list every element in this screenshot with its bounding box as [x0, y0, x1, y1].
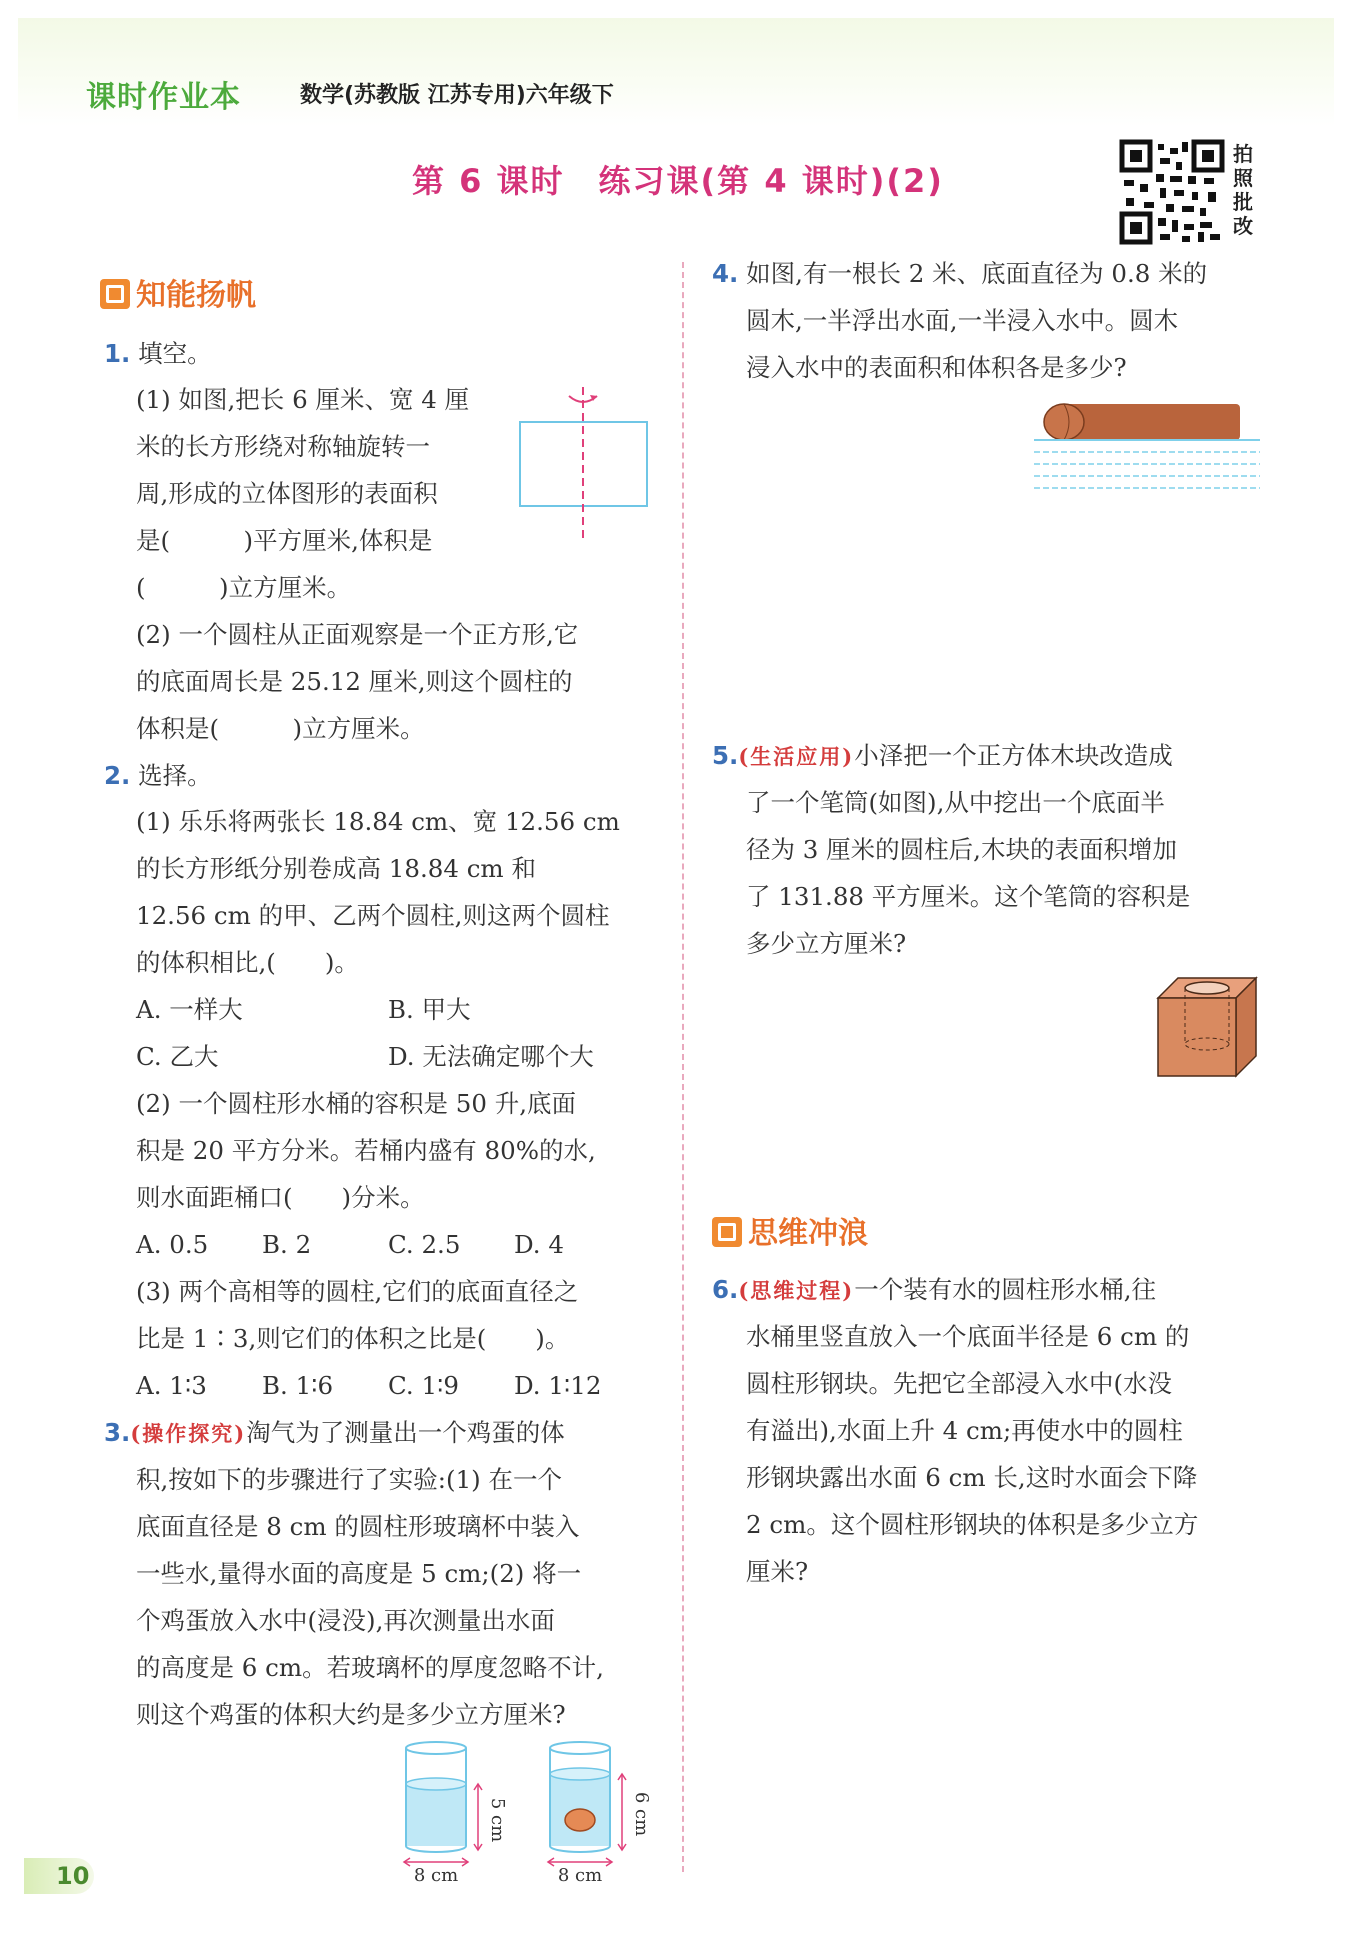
- text-line: 的底面周长是 25.12 厘米,则这个圆柱的: [136, 667, 573, 696]
- q1-part1: [136, 376, 516, 611]
- question-number: 4.: [712, 259, 739, 288]
- text-line: 是( )平方厘米,体积是: [136, 526, 433, 555]
- question-number: 2.: [104, 761, 131, 790]
- text-line: (2) 一个圆柱从正面观察是一个正方形,它: [136, 620, 579, 649]
- pen-holder-cube-figure: [1156, 976, 1260, 1080]
- qr-label-char: 改: [1233, 214, 1253, 238]
- q5-first-line: [712, 732, 1282, 780]
- q4-body: [746, 297, 1286, 391]
- text-line: 淘气为了测量出一个鸡蛋的体: [246, 1418, 565, 1447]
- text-line: 则这个鸡蛋的体积大约是多少立方厘米?: [136, 1700, 566, 1729]
- q3-body: [136, 1456, 676, 1738]
- qr-label-char: 批: [1233, 190, 1253, 214]
- q2-1-option-b[interactable]: B. 甲大: [388, 995, 471, 1024]
- q2-2-option-d[interactable]: D. 4: [514, 1230, 564, 1259]
- section-heading-1: [100, 270, 256, 314]
- text-line: 底面直径是 8 cm 的圆柱形玻璃杯中装入: [136, 1512, 580, 1541]
- glass-figure-2: [544, 1738, 654, 1886]
- q4-first-line: [712, 250, 1272, 297]
- q2-title: [104, 752, 212, 799]
- text-line: 如图,有一根长 2 米、底面直径为 0.8 米的: [746, 259, 1208, 288]
- q2-3-option-c[interactable]: C. 1∶9: [388, 1371, 459, 1400]
- q5-body: [746, 779, 1286, 967]
- q2-3-option-a[interactable]: A. 1∶3: [136, 1371, 207, 1400]
- q1-part2: [136, 611, 656, 752]
- qr-label-char: 拍: [1233, 142, 1253, 166]
- diameter-label-2: 8 cm: [557, 1865, 603, 1886]
- text-line: 有溢出),水面上升 4 cm;再使水中的圆柱: [746, 1416, 1183, 1445]
- text-line: 个鸡蛋放入水中(浸没),再次测量出水面: [136, 1606, 555, 1635]
- floating-log-figure: [1034, 400, 1264, 500]
- text-line: (3) 两个高相等的圆柱,它们的底面直径之: [136, 1277, 579, 1306]
- height-label-6cm: 6 cm: [631, 1791, 652, 1837]
- question-number: 5.: [712, 741, 739, 770]
- lesson-title: 第 6 课时 练习课(第 4 课时)(2): [412, 162, 944, 200]
- q6-body: [746, 1313, 1286, 1595]
- text-line: 水桶里竖直放入一个底面半径是 6 cm 的: [746, 1322, 1190, 1351]
- question-title: 填空。: [138, 339, 212, 368]
- text-line: 的体积相比,( )。: [136, 948, 359, 977]
- text-line: (1) 乐乐将两张长 18.84 cm、宽 12.56 cm: [136, 807, 620, 836]
- q2-1-option-d[interactable]: D. 无法确定哪个大: [388, 1042, 594, 1071]
- book-brand: 课时作业本: [86, 80, 241, 115]
- question-number: 3.: [104, 1418, 131, 1447]
- q2-1-option-c[interactable]: C. 乙大: [136, 1042, 219, 1071]
- q2-3-option-b[interactable]: B. 1∶6: [262, 1371, 334, 1400]
- question-tag: (思维过程): [738, 1278, 855, 1303]
- text-line: 径为 3 厘米的圆柱后,木块的表面积增加: [746, 835, 1177, 864]
- text-line: 积,按如下的步骤进行了实验:(1) 在一个: [136, 1465, 563, 1494]
- q2-2-option-c[interactable]: C. 2.5: [388, 1230, 461, 1259]
- rectangle-rotation-figure: [515, 382, 655, 542]
- glass-figure-1: [400, 1738, 510, 1886]
- q2-2-option-b[interactable]: B. 2: [262, 1230, 312, 1259]
- subject-info: 数学(苏教版 江苏专用)六年级下: [300, 83, 614, 108]
- q1-title: [104, 330, 212, 377]
- question-number: 6.: [712, 1275, 739, 1304]
- height-label-5cm: 5 cm: [487, 1797, 508, 1843]
- text-line: 积是 20 平方分米。若桶内盛有 80%的水,: [136, 1136, 596, 1165]
- text-line: 则水面距桶口( )分米。: [136, 1183, 425, 1212]
- text-line: 米的长方形绕对称轴旋转一: [136, 432, 430, 461]
- q2-part1: [136, 798, 676, 986]
- text-line: 周,形成的立体图形的表面积: [136, 479, 438, 508]
- qr-label-char: 照: [1233, 166, 1253, 190]
- text-line: 多少立方厘米?: [746, 929, 907, 958]
- q2-part3: [136, 1268, 676, 1362]
- text-line: (1) 如图,把长 6 厘米、宽 4 厘: [136, 385, 470, 414]
- q2-2-option-a[interactable]: A. 0.5: [136, 1230, 209, 1259]
- text-line: 厘米?: [746, 1557, 809, 1586]
- egg-shape: [565, 1809, 595, 1831]
- q3-first-line: [104, 1409, 664, 1457]
- text-line: (2) 一个圆柱形水桶的容积是 50 升,底面: [136, 1089, 577, 1118]
- text-line: 形钢块露出水面 6 cm 长,这时水面会下降: [746, 1463, 1198, 1492]
- text-line: 了一个笔筒(如图),从中挖出一个底面半: [746, 788, 1165, 817]
- question-tag: (生活应用): [738, 744, 855, 769]
- column-divider: [682, 262, 684, 1872]
- text-line: 一些水,量得水面的高度是 5 cm;(2) 将一: [136, 1559, 582, 1588]
- question-tag: (操作探究): [130, 1421, 247, 1446]
- qr-label: [1230, 142, 1256, 238]
- text-line: 小泽把一个正方体木块改造成: [854, 741, 1173, 770]
- text-line: 的长方形纸分别卷成高 18.84 cm 和: [136, 854, 536, 883]
- page-number-tab: [24, 1858, 94, 1894]
- text-line: ( )立方厘米。: [136, 573, 352, 602]
- text-line: 2 cm。这个圆柱形钢块的体积是多少立方: [746, 1510, 1199, 1539]
- text-line: 体积是( )立方厘米。: [136, 714, 425, 743]
- text-line: 了 131.88 平方厘米。这个笔筒的容积是: [746, 882, 1191, 911]
- q2-part2: [136, 1080, 676, 1221]
- section-heading-text: 知能扬帆: [136, 278, 256, 313]
- text-line: 12.56 cm 的甲、乙两个圆柱,则这两个圆柱: [136, 901, 610, 930]
- section-icon: [100, 279, 130, 309]
- q6-first-line: [712, 1266, 1282, 1314]
- section-heading-text: 思维冲浪: [748, 1216, 868, 1251]
- question-title: 选择。: [138, 761, 212, 790]
- text-line: 圆木,一半浮出水面,一半浸入水中。圆木: [746, 306, 1179, 335]
- qr-code-icon[interactable]: [1120, 140, 1224, 244]
- diameter-label-1: 8 cm: [413, 1865, 459, 1886]
- text-line: 的高度是 6 cm。若玻璃杯的厚度忽略不计,: [136, 1653, 604, 1682]
- q2-3-option-d[interactable]: D. 1∶12: [514, 1371, 602, 1400]
- q2-1-option-a[interactable]: A. 一样大: [136, 995, 243, 1024]
- text-line: 圆柱形钢块。先把它全部浸入水中(水没: [746, 1369, 1173, 1398]
- text-line: 浸入水中的表面积和体积各是多少?: [746, 353, 1127, 382]
- section-heading-2: [712, 1208, 868, 1252]
- section-icon: [712, 1217, 742, 1247]
- text-line: 一个装有水的圆柱形水桶,往: [854, 1275, 1157, 1304]
- page-number: 10: [56, 1862, 90, 1890]
- question-number: 1.: [104, 339, 131, 368]
- text-line: 比是 1∶3,则它们的体积之比是( )。: [136, 1324, 570, 1353]
